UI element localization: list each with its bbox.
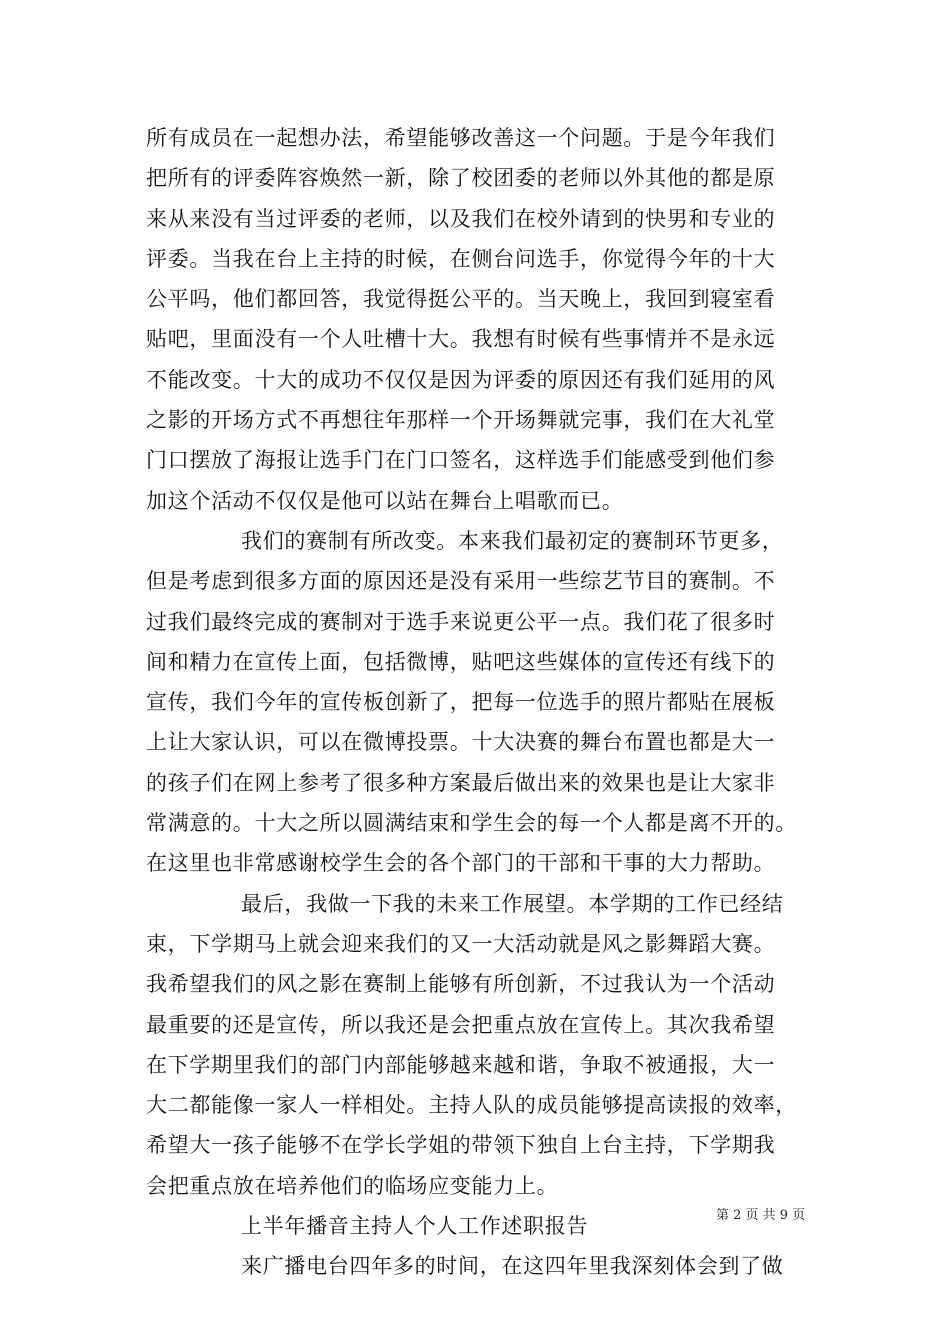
text-line: 在这里也非常感谢校学生会的各个部门的干部和干事的大力帮助。 [146, 851, 776, 876]
text-line: 门口摆放了海报让选手门在门口签名，这样选手们能感受到他们参 [146, 448, 776, 473]
text-line: 间和精力在宣传上面，包括微博，贴吧这些媒体的宣传还有线下的 [146, 649, 776, 674]
text-line: 之影的开场方式不再想往年那样一个开场舞就完事，我们在大礼堂 [146, 408, 776, 433]
text-line: 最重要的还是宣传，所以我还是会把重点放在宣传上。其次我希望 [146, 1012, 776, 1037]
text-line: 常满意的。十大之所以圆满结束和学生会的每一个人都是离不开的。 [146, 811, 797, 836]
text-line: 我们的赛制有所改变。本来我们最初定的赛制环节更多， [241, 528, 784, 553]
text-line: 不能改变。十大的成功不仅仅是因为评委的原因还有我们延用的风 [146, 367, 776, 392]
text-line: 束，下学期马上就会迎来我们的又一大活动就是风之影舞蹈大赛。 [146, 931, 776, 956]
text-line: 的孩子们在网上参考了很多种方案最后做出来的效果也是让大家非 [146, 770, 776, 795]
document-body [146, 118, 806, 1287]
text-line: 公平吗，他们都回答，我觉得挺公平的。当天晚上，我回到寝室看 [146, 287, 776, 312]
text-line: 最后，我做一下我的未来工作展望。本学期的工作已经结 [241, 891, 784, 916]
text-line: 来广播电台四年多的时间，在这四年里我深刻体会到了做 [241, 1254, 784, 1279]
text-line: 所有成员在一起想办法，希望能够改善这一个问题。于是今年我们 [146, 126, 776, 150]
text-line: 但是考虑到很多方面的原因还是没有采用一些综艺节目的赛制。不 [146, 569, 776, 594]
text-line: 上让大家认识，可以在微博投票。十大决赛的舞台布置也都是大一 [146, 730, 776, 755]
text-line: 希望大一孩子能够不在学长学姐的带领下独自上台主持，下学期我 [146, 1133, 776, 1158]
text-line: 上半年播音主持人个人工作述职报告 [241, 1214, 589, 1239]
text-line: 宣传，我们今年的宣传板创新了，把每一位选手的照片都贴在展板 [146, 690, 776, 715]
text-line: 大二都能像一家人一样相处。主持人队的成员能够提高读报的效率， [146, 1093, 797, 1118]
text-line: 评委。当我在台上主持的时候，在侧台问选手，你觉得今年的十大 [146, 246, 776, 271]
text-line: 来从来没有当过评委的老师，以及我们在校外请到的快男和专业的 [146, 206, 776, 231]
text-line: 我希望我们的风之影在赛制上能够有所创新，不过我认为一个活动 [146, 972, 776, 997]
page-number-footer: 第 2 页 共 9 页 [716, 1208, 806, 1223]
text-line: 贴吧，里面没有一个人吐槽十大。我想有时候有些事情并不是永远 [146, 327, 776, 352]
text-line: 把所有的评委阵容焕然一新，除了校团委的老师以外其他的都是原 [146, 166, 776, 191]
text-line: 过我们最终完成的赛制对于选手来说更公平一点。我们花了很多时 [146, 609, 776, 634]
text-line: 在下学期里我们的部门内部能够越来越和谐，争取不被通报，大一 [146, 1052, 776, 1077]
text-line: 会把重点放在培养他们的临场应变能力上。 [146, 1173, 559, 1198]
text-line: 加这个活动不仅仅是他可以站在舞台上唱歌而已。 [146, 488, 624, 513]
